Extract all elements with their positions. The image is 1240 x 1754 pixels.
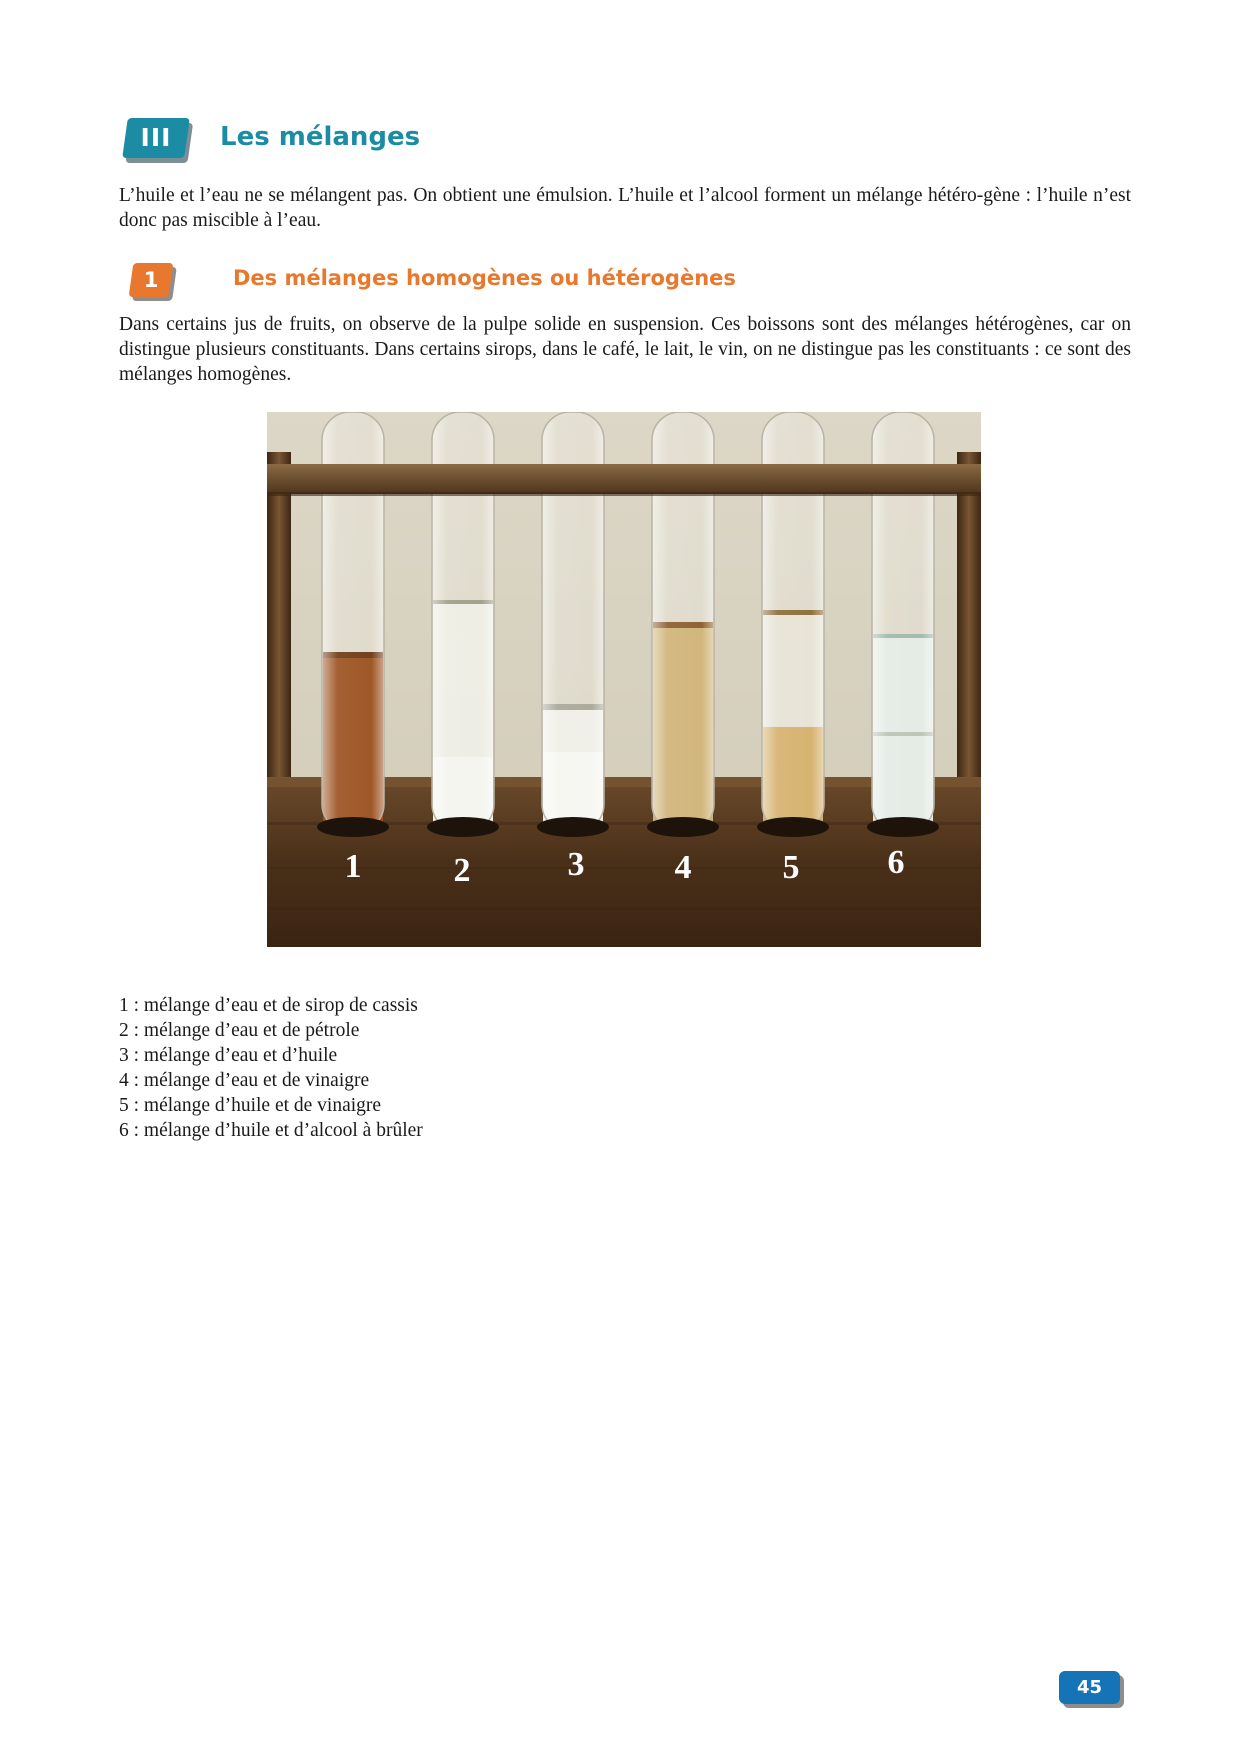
legend-item: 3 : mélange d’eau et d’huile: [119, 1045, 338, 1066]
subsection-paragraph: Dans certains jus de fruits, on observe de la pulpe solide en suspension. Ces boissons sont des mélanges hétérogènes, car on distingue plusieurs constituants. Dans certains sirops, dans le café, le lait, le vin, on ne distingue pas les constituants : ce sont des mélanges homogènes.: [119, 314, 1131, 385]
tube-label-4: 4: [674, 849, 692, 886]
section-intro-paragraph: L’huile et l’eau ne se mélangent pas. On obtient une émulsion. L’huile et l’alcool forment un mélange hétéro-gène : l’huile n’est donc pas miscible à l’eau.: [119, 185, 1131, 231]
section-title: Les mélanges: [220, 122, 421, 152]
subsection-number: 1: [143, 268, 159, 292]
tube-label-2: 2: [453, 852, 471, 889]
photo-legend: [119, 993, 423, 1143]
page-number-badge: 45: [1059, 1671, 1120, 1704]
tube-label-3: 3: [567, 846, 585, 883]
legend-item: 5 : mélange d’huile et de vinaigre: [119, 1095, 382, 1116]
section-number-badge: [122, 118, 190, 158]
section-number: III: [140, 123, 172, 152]
tube-label-5: 5: [782, 849, 800, 886]
test-tubes-photo: [267, 412, 981, 947]
subsection-title: Des mélanges homogènes ou hétérogènes: [233, 266, 736, 290]
subsection-number-badge: [129, 263, 174, 297]
legend-item: 4 : mélange d’eau et de vinaigre: [119, 1070, 370, 1091]
tube-label-6: 6: [887, 844, 905, 881]
legend-item: 6 : mélange d’huile et d’alcool à brûler: [119, 1120, 423, 1141]
legend-item: 1 : mélange d’eau et de sirop de cassis: [119, 995, 418, 1016]
legend-item: 2 : mélange d’eau et de pétrole: [119, 1020, 360, 1041]
tube-label-1: 1: [344, 848, 362, 885]
